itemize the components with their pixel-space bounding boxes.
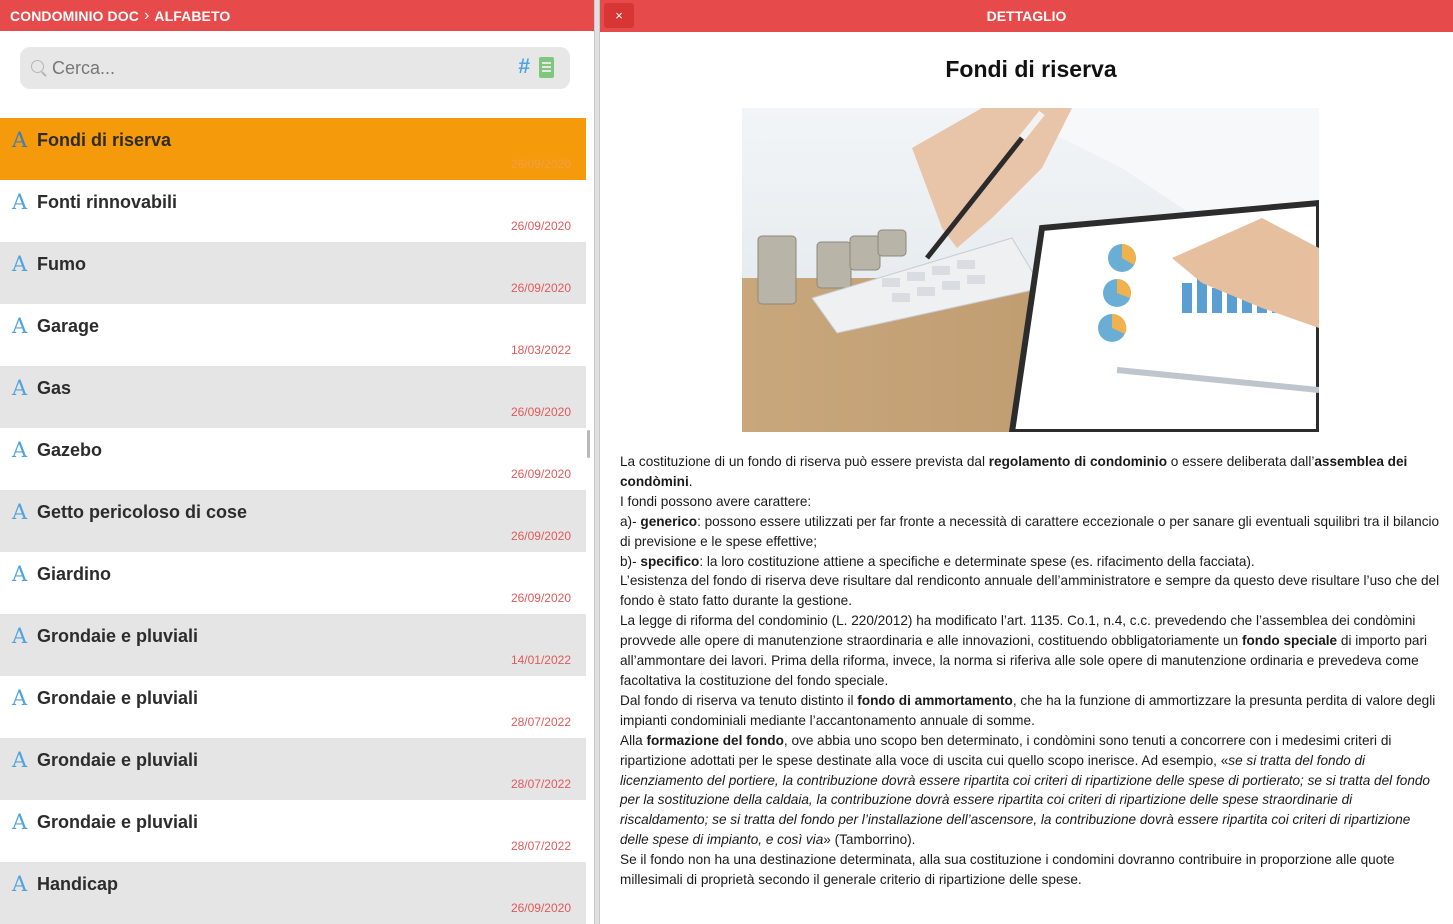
calculator-coins-charts-photo [742,108,1319,432]
letter-a-icon: A [12,748,28,772]
paragraph: b)- specifico: la loro costituzione attiene a specifiche e determinate spese (es. rifacimento della facciata). [620,553,1255,569]
letter-a-icon: A [12,810,28,834]
search-input[interactable] [52,58,492,79]
list-item[interactable] [0,862,586,924]
list-item-date: 26/09/2020 [510,281,571,295]
list-item[interactable] [0,242,586,304]
list-item[interactable] [0,676,586,738]
list-item-title: Handicap [37,874,119,894]
list-item-title: Gazebo [37,440,103,460]
search-icon [30,59,48,77]
letter-a-icon: A [12,190,28,214]
page-title: Fondi di riserva [945,56,1117,82]
breadcrumb-item-alfabeto: ALFABETO [154,7,231,24]
list-item-date: 26/09/2020 [510,901,571,915]
breadcrumb [0,0,594,31]
list-item-title: Gas [37,378,72,398]
list-item-date: 14/01/2022 [510,653,571,667]
list-pane [0,0,594,924]
list-item[interactable] [0,614,586,676]
letter-a-icon: A [12,376,28,400]
list-item-title: Fumo [37,254,86,274]
letter-a-icon: A [12,314,28,338]
breadcrumb-item-condominio-doc[interactable]: CONDOMINIO DOC [10,7,139,24]
hero-image [742,108,1319,432]
list-item-date: 28/07/2022 [510,715,571,729]
list-item[interactable] [0,800,586,862]
paragraph: a)- generico: possono essere utilizzati per far fronte a necessità di carattere eccezionale o per sanare gli eventuali squilibri tra il bilancio di previsione e le spese effettive; [620,513,1440,549]
paragraph: I fondi possono avere carattere: [620,493,812,509]
list-item-title: Fondi di riserva [37,130,172,150]
list-item-title: Fonti rinnovabili [37,192,177,212]
list-item-date: 26/09/2020 [510,591,571,605]
list-item[interactable] [0,118,586,180]
letter-a-icon: A [12,128,28,152]
paragraph: La legge di riforma del condominio (L. 220/2012) ha modificato l’art. 1135. Co.1, n.4, c.c. prevedendo che l’assemblea dei condòmini provvede alle opere di manutenzione straordinaria e alle innovazioni, costituendo obbligatoriamente un fondo speciale di importo pari all’ammontare dei lavori. Prima della riforma, invece, la norma si riferiva alle sole opere di manutenzione ordinaria e prevedeva come facoltativa la costituzione del fondo speciale. [620,613,1428,688]
paragraph: Se il fondo non ha una destinazione determinata, alla sua costituzione i condomini dovranno contribuire in proporzione alle quote millesimali di proprietà secondo il generale criterio di ripartizione delle spese. [620,852,1395,888]
list-item-title: Garage [37,316,100,336]
paragraph: La costituzione di un fondo di riserva può essere prevista dal regolamento di condominio o essere deliberata dall’assemblea dei condòmini. [620,454,1408,489]
list-item-date: 26/09/2020 [510,467,571,481]
list-item-date: 26/09/2020 [510,405,571,419]
letter-a-icon: A [12,500,28,524]
list-item-title: Grondaie e pluviali [37,626,199,646]
letter-a-icon: A [12,562,28,586]
list-item[interactable] [0,366,586,428]
list-item[interactable] [0,738,586,800]
list-item[interactable] [0,304,586,366]
document-icon[interactable] [539,57,554,78]
detail-header [600,0,1453,32]
hash-icon[interactable]: # [518,55,530,78]
detail-body [620,452,1442,890]
letter-a-icon: A [12,624,28,648]
list-item-title: Giardino [37,564,112,584]
letter-a-icon: A [12,438,28,462]
list-scrollbar[interactable] [587,430,590,458]
list-item-title: Grondaie e pluviali [37,750,199,770]
list-item-title: Grondaie e pluviali [37,812,199,832]
list-item-date: 26/09/2020 [510,529,571,543]
letter-a-icon: A [12,686,28,710]
paragraph: Dal fondo di riserva va tenuto distinto il fondo di ammortamento, che ha la funzione di ammortizzare la presunta perdita di valore degli impianti condominiali mediante l’accantonamento annuale di somme. [620,692,1436,728]
list-item[interactable] [0,180,586,242]
list-item-date: 28/07/2022 [510,839,571,853]
chevron-right-icon: › [143,6,150,24]
letter-a-icon: A [12,872,28,896]
list-item-date: 26/09/2020 [510,157,571,171]
list-item-title: Grondaie e pluviali [37,688,199,708]
list-item-date: 26/09/2020 [510,219,571,233]
detail-header-title: DETTAGLIO [986,8,1067,24]
letter-a-icon: A [12,252,28,276]
list-item-date: 28/07/2022 [510,777,571,791]
paragraph: L’esistenza del fondo di riserva deve risultare dal rendiconto annuale dell’amministratore e sempre da questo deve risultare l’uso che del fondo è stato fatto durante la gestione. [620,573,1440,609]
alphabet-list [0,118,586,924]
list-item[interactable] [0,490,586,552]
list-item-title: Getto pericoloso di cose [37,502,248,522]
paragraph: Alla formazione del fondo, ove abbia uno scopo ben determinato, i condòmini sono tenuti a concorrere con i medesimi criteri di ripartizione adottati per le spese destinate alla voce di uscita cui quello scopo inerisce. Ad esempio, «se si tratta del fondo di licenziamento del portiere, la contribuzione dovrà essere ripartita coi criteri di ripartizione delle spese di portierato; se si tratta del fondo per la sostituzione della caldaia, la contribuzione dovrà essere ripartita coi criteri di ripartizione delle spese straordinarie di riscaldamento; se si tratta del fondo per l’installazione dell’ascensore, la contribuzione dovrà essere ripartita coi criteri di ripartizione delle spese di impianto, e così via» (Tamborrino). [620,732,1430,848]
search-box[interactable] [20,47,570,89]
list-item[interactable] [0,428,586,490]
list-item-date: 18/03/2022 [510,343,571,357]
search-area [0,31,594,118]
list-item[interactable] [0,552,586,614]
detail-pane [600,0,1453,924]
close-button[interactable]: × [604,3,634,28]
